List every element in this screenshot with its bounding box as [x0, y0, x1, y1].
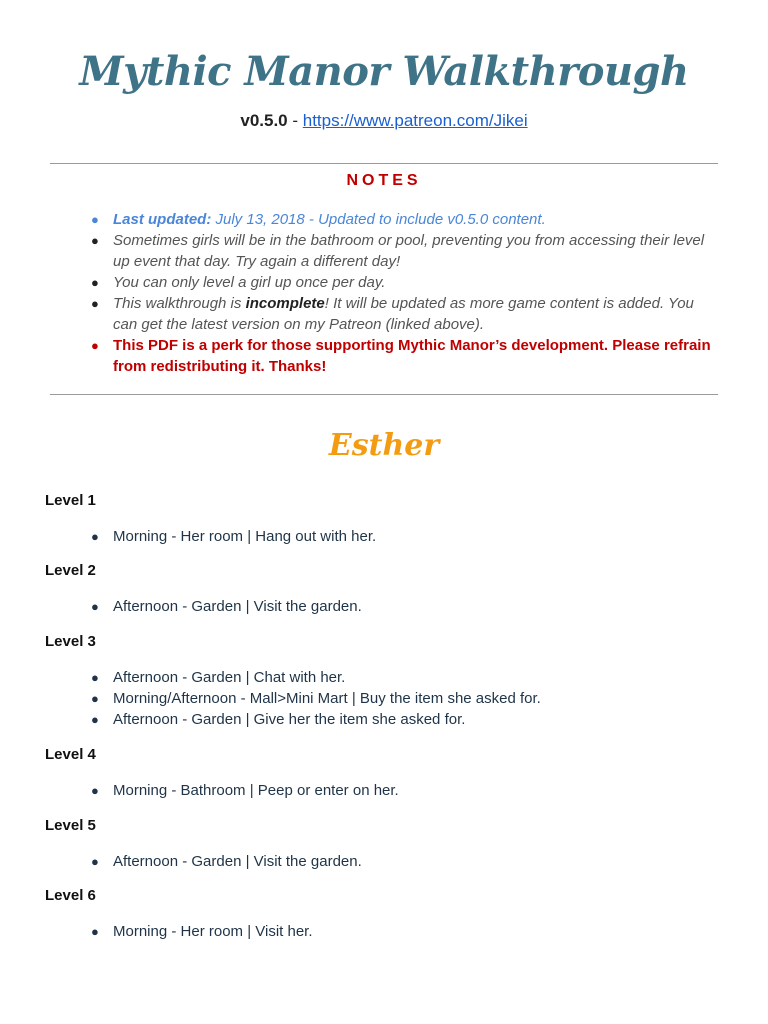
level-steps [90, 526, 720, 547]
note-text: This PDF is a perk for those supporting Mythic Manor’s development. Please refrain from redistributing it. Thanks! [113, 337, 711, 375]
note-redistribution-warning [90, 335, 720, 377]
bullet-icon: ● [91, 338, 99, 353]
step-text: Morning/Afternoon - Mall>Mini Mart | Buy the item she asked for. [113, 690, 541, 707]
level-step [90, 667, 720, 688]
divider-top [50, 163, 718, 164]
bullet-icon: ● [91, 854, 99, 869]
step-text: Afternoon - Garden | Visit the garden. [113, 598, 362, 615]
level-steps [90, 780, 720, 801]
version-label: v0.5.0 [240, 111, 288, 130]
note-incomplete [90, 293, 720, 335]
notes-list [90, 209, 720, 377]
level-step [90, 780, 720, 801]
level-step [90, 596, 720, 617]
level-step [90, 526, 720, 547]
bullet-icon: ● [91, 783, 99, 798]
level-step [90, 921, 720, 942]
level-heading: Level 2 [45, 562, 96, 579]
character-title: Esther [328, 428, 440, 463]
level-step [90, 851, 720, 872]
version-separator: - [287, 111, 303, 130]
step-text: Afternoon - Garden | Visit the garden. [113, 853, 362, 870]
patreon-link[interactable]: https://www.patreon.com/Jikei [302, 111, 528, 130]
bullet-icon: ● [91, 599, 99, 614]
step-text: Morning - Her room | Visit her. [113, 923, 313, 940]
bullet-icon: ● [91, 233, 99, 248]
step-text: Morning - Her room | Hang out with her. [113, 528, 377, 545]
bullet-icon: ● [91, 529, 99, 544]
note-text: ! It will be updated as more game content is added. You can get the latest version on my Patreon (linked above). [113, 295, 694, 333]
level-heading: Level 1 [45, 492, 96, 509]
level-steps [90, 921, 720, 942]
notes-heading: NOTES [346, 172, 422, 189]
bullet-icon: ● [91, 712, 99, 727]
level-heading: Level 6 [45, 887, 96, 904]
bullet-icon: ● [91, 275, 99, 290]
note-text: This walkthrough is [113, 295, 246, 312]
divider-bottom [50, 394, 718, 395]
bullet-icon: ● [91, 670, 99, 685]
bullet-icon: ● [91, 691, 99, 706]
step-text: Morning - Bathroom | Peep or enter on her. [113, 782, 399, 799]
level-steps [90, 667, 720, 730]
document-title: Mythic Manor Walkthrough [79, 48, 689, 95]
note-lead: Last updated: [113, 211, 212, 228]
note-text: You can only level a girl up once per day. [113, 274, 386, 291]
bullet-icon: ● [91, 924, 99, 939]
step-text: Afternoon - Garden | Chat with her. [113, 669, 346, 686]
note-once-per-day [90, 272, 720, 293]
level-step [90, 709, 720, 730]
note-last-updated [90, 209, 720, 230]
note-strong: incomplete [245, 295, 325, 312]
level-steps [90, 851, 720, 872]
level-heading: Level 3 [45, 633, 96, 650]
level-steps [90, 596, 720, 617]
level-heading: Level 5 [45, 817, 96, 834]
note-bathroom [90, 230, 720, 272]
level-step [90, 688, 720, 709]
level-heading: Level 4 [45, 746, 96, 763]
bullet-icon: ● [91, 212, 99, 227]
step-text: Afternoon - Garden | Give her the item she asked for. [113, 711, 466, 728]
bullet-icon: ● [91, 296, 99, 311]
version-line [0, 111, 768, 131]
note-text: July 13, 2018 - Updated to include v0.5.0 content. [211, 211, 546, 228]
note-text: Sometimes girls will be in the bathroom or pool, preventing you from accessing their level up event that day. Try again a different day! [113, 232, 705, 270]
